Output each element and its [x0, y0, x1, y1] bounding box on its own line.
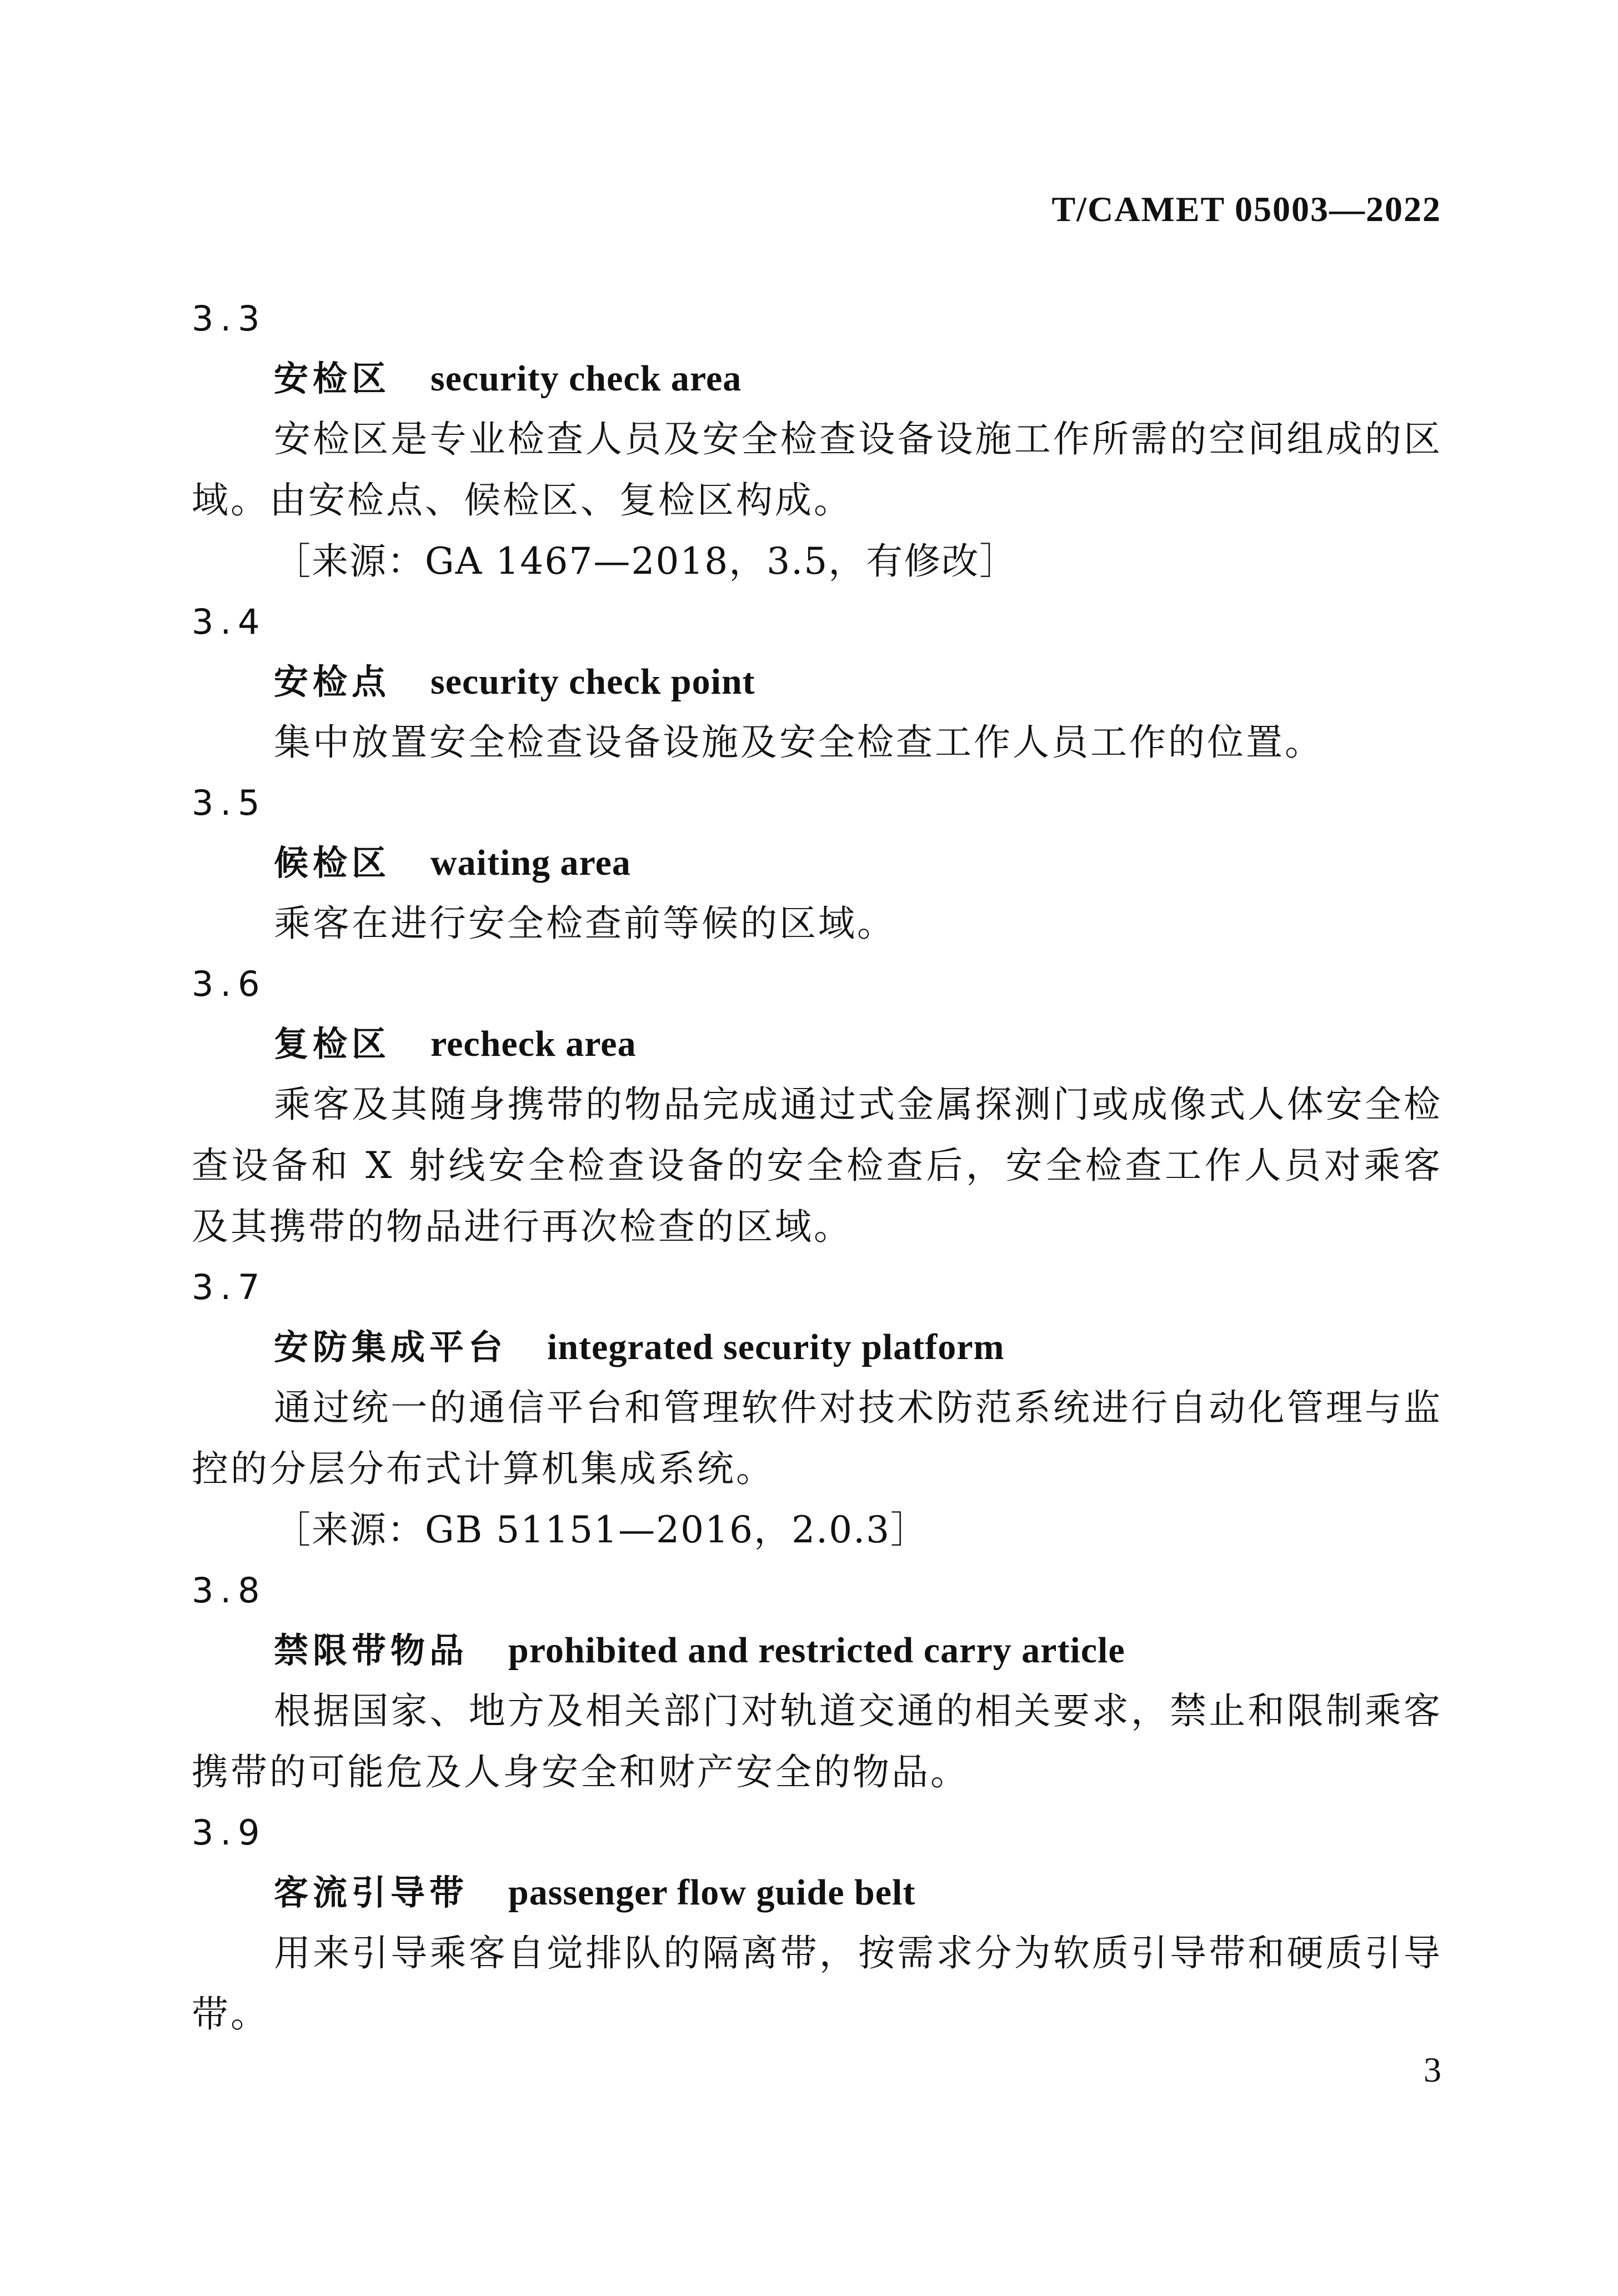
term-heading [192, 349, 1442, 409]
term-heading [192, 1317, 1442, 1377]
term-chinese-name: 安防集成平台 [274, 1327, 508, 1367]
term-number: 3.4 [192, 601, 267, 642]
term-heading [192, 833, 1442, 893]
term-heading [192, 1014, 1442, 1074]
term-heading [192, 1621, 1442, 1681]
term-definition: 安检区是专业检查人员及安全检查设备设施工作所需的空间组成的区域。由安检点、候检区、复检区构成。 [192, 418, 1442, 522]
term-english-name: prohibited and restricted carry article [508, 1630, 1125, 1671]
term-entry [192, 592, 1442, 773]
term-entry [192, 954, 1442, 1257]
term-entry [192, 773, 1442, 954]
term-source: ［来源：GB 51151—2016，2.0.3］ [274, 1508, 929, 1551]
term-number: 3.5 [192, 783, 267, 823]
term-number: 3.8 [192, 1570, 267, 1611]
term-chinese-name: 客流引导带 [274, 1872, 469, 1913]
terms-section [192, 289, 1442, 2045]
term-definition: 通过统一的通信平台和管理软件对技术防范系统进行自动化管理与监控的分层分布式计算机集成系统。 [192, 1386, 1442, 1490]
term-definition: 乘客在进行安全检查前等候的区域。 [274, 902, 896, 945]
term-entry [192, 1257, 1442, 1561]
term-entry [192, 1561, 1442, 1803]
term-english-name: security check area [430, 358, 742, 399]
term-chinese-name: 禁限带物品 [274, 1630, 469, 1671]
term-number: 3.9 [192, 1812, 267, 1853]
term-chinese-name: 安检区 [274, 358, 391, 399]
term-english-name: passenger flow guide belt [508, 1872, 916, 1913]
term-english-name: security check point [430, 661, 755, 702]
term-english-name: recheck area [430, 1024, 637, 1064]
term-english-name: waiting area [430, 843, 631, 883]
term-definition: 用来引导乘客自觉排队的隔离带，按需求分为软质引导带和硬质引导带。 [192, 1932, 1442, 2036]
term-entry [192, 289, 1442, 592]
term-number: 3.3 [192, 298, 267, 339]
standard-code-header: T/CAMET 05003—2022 [1051, 189, 1441, 229]
term-definition: 乘客及其随身携带的物品完成通过式金属探测门或成像式人体安全检查设备和 X 射线安全检查设备的安全检查后，安全检查工作人员对乘客及其携带的物品进行再次检查的区域。 [192, 1083, 1442, 1248]
term-heading [192, 652, 1442, 712]
term-definition: 根据国家、地方及相关部门对轨道交通的相关要求，禁止和限制乘客携带的可能危及人身安全和财产安全的物品。 [192, 1690, 1442, 1793]
term-chinese-name: 候检区 [274, 843, 391, 883]
term-chinese-name: 复检区 [274, 1024, 391, 1064]
term-heading [192, 1863, 1442, 1923]
term-definition: 集中放置安全检查设备设施及安全检查工作人员工作的位置。 [274, 721, 1324, 764]
term-english-name: integrated security platform [547, 1327, 1005, 1367]
term-chinese-name: 安检点 [274, 661, 391, 702]
term-entry [192, 1803, 1442, 2045]
page-number: 3 [1424, 2050, 1441, 2089]
term-source: ［来源：GA 1467—2018，3.5，有修改］ [274, 540, 1018, 583]
term-number: 3.6 [192, 964, 267, 1004]
term-number: 3.7 [192, 1267, 267, 1307]
